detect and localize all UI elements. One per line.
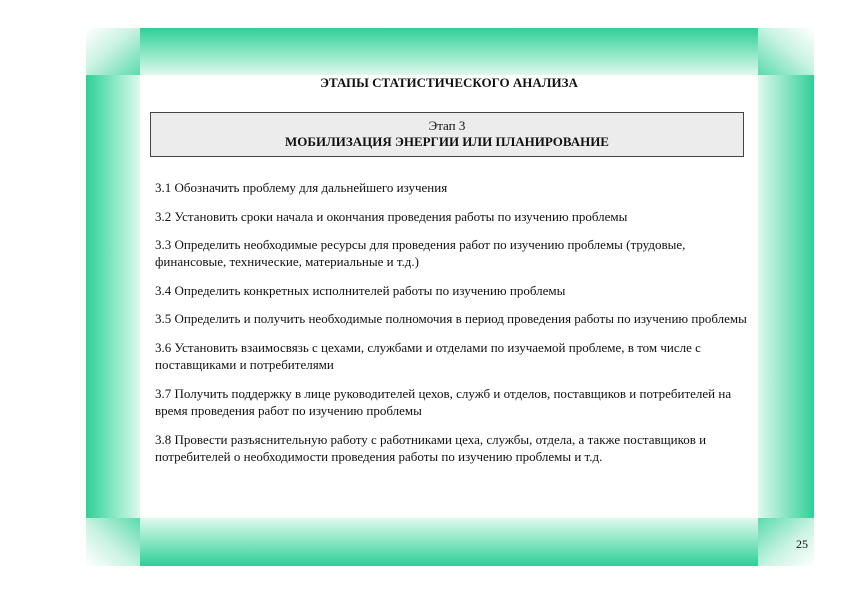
frame-top-band [140, 28, 758, 75]
frame-corner-bottom-left [86, 518, 140, 566]
steps-list [155, 179, 750, 477]
page-number: 25 [796, 537, 808, 551]
frame-corner-top-left [86, 28, 140, 75]
stage-name: МОБИЛИЗАЦИЯ ЭНЕРГИИ ИЛИ ПЛАНИРОВАНИЕ [285, 134, 609, 149]
frame-right-band [758, 75, 814, 518]
stage-number: Этап 3 [428, 118, 466, 133]
step-3-7: 3.7 Получить поддержку в лице руководителей цехов, служб и отделов, поставщиков и потребителей на время проведения работ по изучению проблемы [155, 386, 732, 418]
slide-title: ЭТАПЫ СТАТИСТИЧЕСКОГО АНАЛИЗА [320, 75, 578, 90]
step-3-2: 3.2 Установить сроки начала и окончания проведения работы по изучению проблемы [155, 209, 628, 224]
step-3-6: 3.6 Установить взаимосвязь с цехами, службами и отделами по изучаемой проблеме, в том числе с поставщиками и потребителями [155, 340, 701, 372]
content-panel [140, 75, 758, 518]
frame-left-band [86, 75, 140, 518]
step-3-8: 3.8 Провести разъяснительную работу с работниками цеха, службы, отдела, а также поставщиков и потребителей о необходимости проведения работы по изучению проблемы и т.д. [155, 432, 707, 464]
step-3-3: 3.3 Определить необходимые ресурсы для проведения работ по изучению проблемы (трудовые, финансовые, технические, материальные и т.д.) [155, 237, 686, 269]
stage-header-box [150, 112, 744, 157]
step-3-1: 3.1 Обозначить проблему для дальнейшего изучения [155, 180, 448, 195]
step-3-4: 3.4 Определить конкретных исполнителей работы по изучению проблемы [155, 283, 566, 298]
step-3-5: 3.5 Определить и получить необходимые полномочия в период проведения работы по изучению проблемы [155, 311, 747, 326]
frame-bottom-band [140, 518, 758, 566]
frame-corner-top-right [758, 28, 814, 75]
